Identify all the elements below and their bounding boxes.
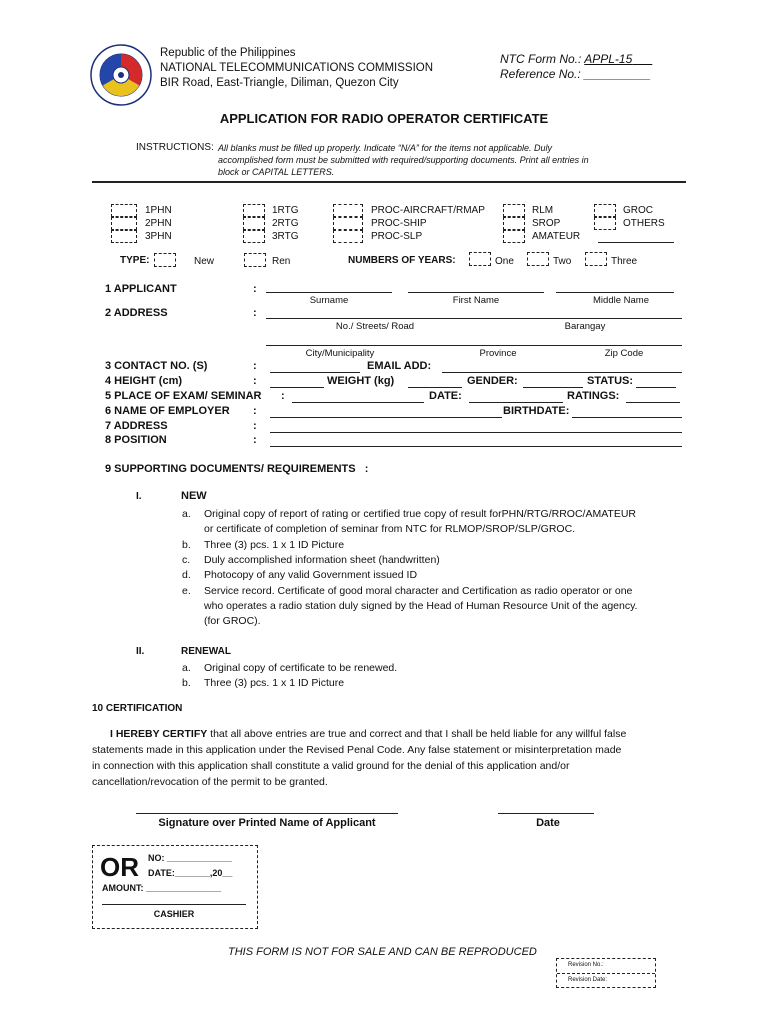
certification-line2: statements made in this application under the Revised Penal Code. Any false statement or misinterpretation made bbox=[92, 744, 622, 756]
label-3rtg: 3RTG bbox=[272, 231, 299, 242]
contact-colon: : bbox=[253, 360, 257, 372]
label-proc-ship: PROC-SHIP bbox=[371, 218, 427, 229]
email-label: EMAIL ADD: bbox=[367, 360, 432, 372]
label-proc-slp: PROC-SLP bbox=[371, 231, 423, 242]
new-item-c-line1: Duly accomplished information sheet (handwritten) bbox=[204, 554, 440, 566]
checkbox-years-one[interactable] bbox=[469, 252, 491, 266]
label-amateur: AMATEUR bbox=[532, 231, 581, 242]
province-caption: Province bbox=[479, 348, 517, 359]
label-2phn: 2PHN bbox=[145, 218, 172, 229]
years-label: NUMBERS OF YEARS: bbox=[348, 255, 456, 266]
first-name-caption: First Name bbox=[452, 295, 500, 306]
ratings-label: RATINGS: bbox=[567, 390, 620, 402]
instructions-line2: accomplished form must be submitted with required/supporting documents. Print all entries in bbox=[218, 155, 589, 165]
footer-notice: THIS FORM IS NOT FOR SALE AND CAN BE REPRODUCED bbox=[228, 946, 537, 958]
label-3phn: 3PHN bbox=[145, 231, 172, 242]
new-item-b-letter: b. bbox=[182, 539, 191, 551]
new-item-b-line1: Three (3) pcs. 1 x 1 ID Picture bbox=[204, 539, 345, 551]
checkbox-others[interactable] bbox=[594, 217, 616, 230]
place-exam-colon: : bbox=[281, 390, 285, 402]
header-address: BIR Road, East-Triangle, Diliman, Quezon City bbox=[160, 77, 399, 89]
applicant-label: 1 APPLICANT bbox=[105, 283, 177, 295]
renew-item-a-line1: Original copy of certificate to be renewed. bbox=[204, 662, 398, 674]
new-item-a-letter: a. bbox=[182, 508, 191, 520]
checkbox-type-ren[interactable] bbox=[244, 253, 266, 267]
label-proc-aircraft: PROC-AIRCRAFT/RMAP bbox=[371, 205, 485, 216]
checkbox-3phn[interactable] bbox=[111, 230, 137, 243]
applicant-colon: : bbox=[253, 283, 257, 295]
label-2rtg: 2RTG bbox=[272, 218, 299, 229]
renewal-heading: RENEWAL bbox=[181, 646, 231, 657]
form-title: APPLICATION FOR RADIO OPERATOR CERTIFICATE bbox=[219, 111, 549, 126]
or-amount-field: AMOUNT: _______________ bbox=[102, 883, 222, 893]
employer-address-line[interactable] bbox=[270, 432, 682, 433]
checkbox-srop[interactable] bbox=[503, 217, 525, 230]
employer-colon: : bbox=[253, 405, 257, 417]
label-1phn: 1PHN bbox=[145, 205, 172, 216]
label-ren: Ren bbox=[272, 256, 291, 267]
checkbox-amateur[interactable] bbox=[503, 230, 525, 243]
revision-date-label: Revision Date: bbox=[568, 977, 608, 983]
address-label: 2 ADDRESS bbox=[105, 307, 168, 319]
label-one: One bbox=[495, 256, 514, 267]
new-item-a-line2: or certificate of completion of seminar from NTC for RLMOP/SROP/SLP/GROC. bbox=[204, 523, 576, 535]
checkbox-3rtg[interactable] bbox=[243, 230, 265, 243]
address-line-2[interactable] bbox=[266, 345, 682, 346]
middle-name-line[interactable] bbox=[556, 292, 674, 293]
contact-line[interactable] bbox=[270, 372, 360, 373]
status-label: STATUS: bbox=[587, 375, 634, 387]
label-groc: GROC bbox=[623, 205, 653, 216]
address-line-1[interactable] bbox=[266, 318, 682, 319]
position-label: 8 POSITION bbox=[105, 434, 167, 446]
supporting-heading: 9 SUPPORTING DOCUMENTS/ REQUIREMENTS : bbox=[105, 463, 369, 475]
checkbox-proc-slp[interactable] bbox=[333, 230, 363, 243]
city-caption: City/Municipality bbox=[305, 348, 375, 359]
new-item-d-line1: Photocopy of any valid Government issued ID bbox=[204, 569, 418, 581]
others-specify-line[interactable] bbox=[598, 242, 674, 243]
street-caption: No./ Streets/ Road bbox=[335, 321, 415, 332]
ntc-seal-logo bbox=[90, 44, 152, 106]
signature-caption: Signature over Printed Name of Applicant bbox=[158, 817, 376, 829]
renewal-numeral: II. bbox=[136, 646, 145, 657]
new-item-e-line1: Service record. Certificate of good moral character and Certification as radio operator or one bbox=[204, 585, 633, 597]
new-item-a-line1: Original copy of report of rating or certified true copy of result forPHN/RTG/RROC/AMATEUR bbox=[204, 508, 637, 520]
gender-line[interactable] bbox=[523, 387, 583, 388]
signature-line[interactable] bbox=[136, 813, 398, 814]
date-signed-line[interactable] bbox=[498, 813, 594, 814]
checkbox-proc-ship[interactable] bbox=[333, 217, 363, 230]
checkbox-2rtg[interactable] bbox=[243, 217, 265, 230]
employer-line[interactable] bbox=[270, 417, 502, 418]
checkbox-1rtg[interactable] bbox=[243, 204, 265, 217]
checkbox-years-two[interactable] bbox=[527, 252, 549, 266]
certification-line1: I HEREBY CERTIFY that all above entries are true and correct and that I shall be held liable for any willful false bbox=[110, 728, 627, 740]
header-agency: NATIONAL TELECOMMUNICATIONS COMMISSION bbox=[160, 62, 434, 74]
checkbox-rlm[interactable] bbox=[503, 204, 525, 217]
instructions-label: INSTRUCTIONS: bbox=[136, 142, 214, 153]
surname-line[interactable] bbox=[266, 292, 392, 293]
certification-line4: cancellation/revocation of the permit to be granted. bbox=[92, 776, 328, 788]
or-no-field: NO: _____________ bbox=[148, 853, 233, 863]
revision-no-label: Revision No.: bbox=[568, 962, 604, 968]
height-line[interactable] bbox=[270, 387, 324, 388]
label-rlm: RLM bbox=[532, 205, 554, 216]
ratings-line[interactable] bbox=[626, 402, 680, 403]
label-new: New bbox=[194, 256, 215, 267]
middle-name-caption: Middle Name bbox=[593, 295, 649, 306]
height-colon: : bbox=[253, 375, 257, 387]
address7-label: 7 ADDRESS bbox=[105, 420, 168, 432]
gender-label: GENDER: bbox=[467, 375, 518, 387]
revision-divider bbox=[557, 973, 655, 974]
renew-item-a-letter: a. bbox=[182, 662, 191, 674]
label-two: Two bbox=[553, 256, 572, 267]
header-republic: Republic of the Philippines bbox=[160, 47, 296, 59]
contact-label: 3 CONTACT NO. (S) bbox=[105, 360, 208, 372]
employer-label: 6 NAME OF EMPLOYER bbox=[105, 405, 230, 417]
checkbox-1phn[interactable] bbox=[111, 204, 137, 217]
place-exam-label: 5 PLACE OF EXAM/ SEMINAR bbox=[105, 390, 262, 402]
first-name-line[interactable] bbox=[408, 292, 544, 293]
surname-caption: Surname bbox=[309, 295, 349, 306]
or-label: OR bbox=[100, 852, 139, 882]
email-line[interactable] bbox=[442, 372, 682, 373]
barangay-caption: Barangay bbox=[564, 321, 606, 332]
new-item-e-line3: (for GROC). bbox=[204, 615, 261, 627]
exam-date-label: DATE: bbox=[429, 390, 462, 402]
label-others: OTHERS bbox=[623, 218, 665, 229]
renew-item-b-line1: Three (3) pcs. 1 x 1 ID Picture bbox=[204, 677, 345, 689]
form-no-label: NTC Form No.: APPL-15 bbox=[500, 52, 633, 66]
label-three: Three bbox=[611, 256, 638, 267]
status-line[interactable] bbox=[636, 387, 676, 388]
zip-caption: Zip Code bbox=[604, 348, 644, 359]
checkbox-years-three[interactable] bbox=[585, 252, 607, 266]
checkbox-2phn[interactable] bbox=[111, 217, 137, 230]
cashier-line[interactable] bbox=[102, 904, 246, 905]
label-srop: SROP bbox=[532, 218, 561, 229]
form-no-value: APPL-15 bbox=[584, 52, 633, 66]
or-date-field: DATE:_______,20__ bbox=[148, 868, 233, 878]
address7-colon: : bbox=[253, 420, 257, 432]
new-item-c-letter: c. bbox=[182, 554, 191, 566]
height-label: 4 HEIGHT (cm) bbox=[105, 375, 183, 387]
type-label: TYPE: bbox=[120, 255, 150, 266]
weight-line[interactable] bbox=[408, 387, 462, 388]
certification-heading: 10 CERTIFICATION bbox=[92, 703, 183, 714]
new-item-d-letter: d. bbox=[182, 569, 191, 581]
place-exam-line[interactable] bbox=[292, 402, 424, 403]
certification-line3: in connection with this application shall constitute a valid ground for the denial of this application and/or bbox=[92, 760, 570, 772]
instructions-line1: All blanks must be filled up properly. Indicate “N/A” for the items not applicable. Duly bbox=[218, 143, 552, 153]
checkbox-proc-aircraft[interactable] bbox=[333, 204, 363, 217]
birthdate-label: BIRTHDATE: bbox=[503, 405, 570, 417]
label-1rtg: 1RTG bbox=[272, 205, 299, 216]
checkbox-type-new[interactable] bbox=[154, 253, 176, 267]
new-item-e-letter: e. bbox=[182, 585, 191, 597]
weight-label: WEIGHT (kg) bbox=[327, 375, 395, 387]
reference-no-label: Reference No.: __________ bbox=[500, 67, 651, 81]
new-item-e-line2: who operates a radio station duly signed by the Head of Human Resource Unit of the agency. bbox=[204, 600, 638, 612]
instructions-line3: block or CAPITAL LETTERS. bbox=[218, 167, 335, 177]
exam-date-line[interactable] bbox=[469, 402, 563, 403]
date-caption: Date bbox=[536, 817, 560, 829]
new-heading: NEW bbox=[181, 490, 207, 502]
certification-lead: I HEREBY CERTIFY bbox=[110, 728, 208, 740]
cashier-label: CASHIER bbox=[153, 909, 195, 919]
position-line[interactable] bbox=[270, 446, 682, 447]
checkbox-groc[interactable] bbox=[594, 204, 616, 217]
position-colon: : bbox=[253, 434, 257, 446]
birthdate-line[interactable] bbox=[572, 417, 682, 418]
header-divider bbox=[92, 181, 686, 183]
new-numeral: I. bbox=[136, 491, 142, 502]
address-colon: : bbox=[253, 307, 257, 319]
renew-item-b-letter: b. bbox=[182, 677, 191, 689]
